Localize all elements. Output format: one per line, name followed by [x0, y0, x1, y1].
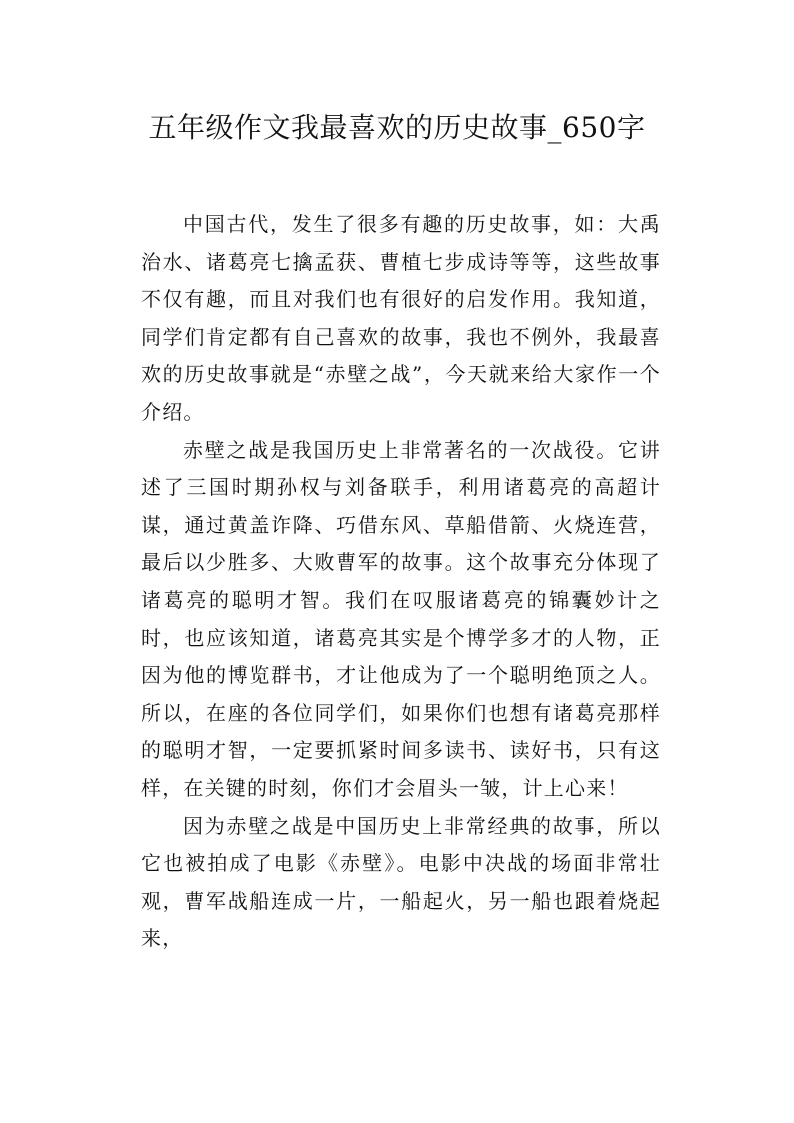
paragraph-intro: 中国古代，发生了很多有趣的历史故事，如：大禹治水、诸葛亮七擒孟获、曹植七步成诗等等，这些故事不仅有趣，而且对我们也有很好的启发作用。我知道，同学们肯定都有自己喜欢的故事，我也不例外，我最喜欢的历史故事就是“赤壁之战”，今天就来给大家作一个介绍。	[141, 212, 661, 424]
document-body	[141, 206, 661, 958]
paragraph-movie: 因为赤壁之战是中国历史上非常经典的故事，所以它也被拍成了电影《赤壁》。电影中决战的场面非常壮观，曹军战船连成一片，一船起火，另一船也跟着烧起来，	[141, 813, 661, 951]
paragraph-red-cliff: 赤壁之战是我国历史上非常著名的一次战役。它讲述了三国时期孙权与刘备联手，利用诸葛亮的高超计谋，通过黄盖诈降、巧借东风、草船借箭、火烧连营，最后以少胜多、大败曹军的故事。这个故事充分体现了诸葛亮的聪明才智。我们在叹服诸葛亮的锦囊妙计之时，也应该知道，诸葛亮其实是个博学多才的人物，正因为他的博览群书，才让他成为了一个聪明绝顶之人。所以，在座的各位同学们，如果你们也想有诸葛亮那样的聪明才智，一定要抓紧时间多读书、读好书，只有这样，在关键的时刻，你们才会眉头一皱，计上心来！	[141, 437, 661, 800]
document-title: 五年级作文我最喜欢的历史故事_650字	[148, 111, 646, 144]
